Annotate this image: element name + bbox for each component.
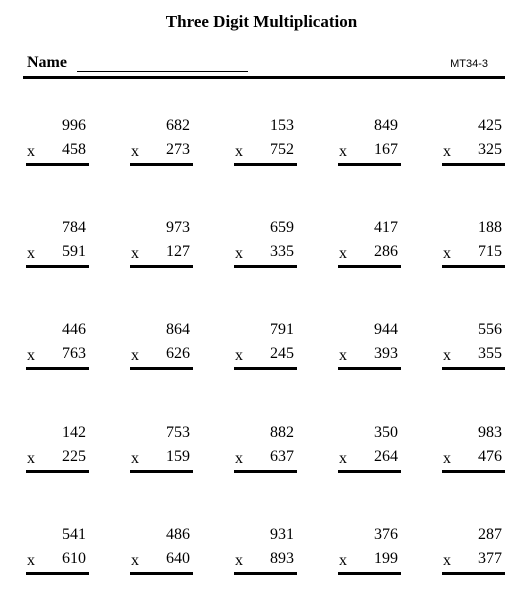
problem-r1-c5	[442, 117, 505, 177]
times-sign: x	[27, 143, 35, 160]
times-sign: x	[339, 245, 347, 262]
multiplier: 626	[166, 345, 190, 362]
answer-line	[234, 265, 297, 268]
answer-line	[26, 572, 89, 575]
multiplier: 893	[270, 550, 294, 567]
multiplier: 458	[62, 141, 86, 158]
worksheet-title: Three Digit Multiplication	[165, 12, 358, 31]
problem-r5-c4	[338, 526, 401, 586]
times-sign: x	[339, 450, 347, 467]
multiplicand: 791	[270, 321, 294, 338]
multiplier: 637	[270, 448, 294, 465]
multiplicand: 659	[270, 219, 294, 236]
problem-r3-c4	[338, 321, 401, 381]
problem-r2-c4	[338, 219, 401, 279]
multiplicand: 973	[166, 219, 190, 236]
times-sign: x	[235, 552, 243, 569]
answer-line	[338, 572, 401, 575]
multiplier: 225	[62, 448, 86, 465]
problem-r3-c3	[234, 321, 297, 381]
answer-line	[442, 367, 505, 370]
multiplicand: 682	[166, 117, 190, 134]
times-sign: x	[443, 143, 451, 160]
answer-line	[26, 470, 89, 473]
times-sign: x	[339, 347, 347, 364]
multiplier: 377	[478, 550, 502, 567]
times-sign: x	[131, 143, 139, 160]
problem-r5-c1	[26, 526, 89, 586]
problem-r5-c3	[234, 526, 297, 586]
multiplier: 245	[270, 345, 294, 362]
name-label: Name	[27, 54, 67, 71]
answer-line	[130, 572, 193, 575]
answer-line	[442, 572, 505, 575]
answer-line	[130, 470, 193, 473]
multiplicand: 142	[62, 424, 86, 441]
answer-line	[26, 367, 89, 370]
problem-r1-c1	[26, 117, 89, 177]
multiplier: 127	[166, 243, 190, 260]
problem-r2-c5	[442, 219, 505, 279]
multiplier: 264	[374, 448, 398, 465]
multiplier: 335	[270, 243, 294, 260]
answer-line	[338, 470, 401, 473]
times-sign: x	[131, 347, 139, 364]
multiplicand: 996	[62, 117, 86, 134]
times-sign: x	[27, 347, 35, 364]
multiplier: 640	[166, 550, 190, 567]
multiplicand: 944	[374, 321, 398, 338]
answer-line	[338, 265, 401, 268]
problem-r3-c1	[26, 321, 89, 381]
multiplier: 393	[374, 345, 398, 362]
problem-r5-c2	[130, 526, 193, 586]
multiplier: 610	[62, 550, 86, 567]
times-sign: x	[443, 552, 451, 569]
times-sign: x	[27, 450, 35, 467]
multiplicand: 753	[166, 424, 190, 441]
times-sign: x	[235, 347, 243, 364]
answer-line	[130, 367, 193, 370]
times-sign: x	[27, 245, 35, 262]
times-sign: x	[235, 245, 243, 262]
multiplier: 715	[478, 243, 502, 260]
multiplicand: 153	[270, 117, 294, 134]
answer-line	[234, 163, 297, 166]
problem-r4-c2	[130, 424, 193, 484]
answer-line	[442, 265, 505, 268]
multiplicand: 882	[270, 424, 294, 441]
times-sign: x	[443, 245, 451, 262]
multiplicand: 849	[374, 117, 398, 134]
multiplicand: 784	[62, 219, 86, 236]
times-sign: x	[339, 143, 347, 160]
multiplicand: 446	[62, 321, 86, 338]
multiplier: 199	[374, 550, 398, 567]
problem-r5-c5	[442, 526, 505, 586]
multiplicand: 541	[62, 526, 86, 543]
problem-r1-c2	[130, 117, 193, 177]
multiplicand: 983	[478, 424, 502, 441]
header-rule	[23, 76, 505, 79]
multiplicand: 425	[478, 117, 502, 134]
problem-r4-c4	[338, 424, 401, 484]
answer-line	[234, 572, 297, 575]
answer-line	[338, 367, 401, 370]
answer-line	[26, 163, 89, 166]
answer-line	[130, 163, 193, 166]
multiplier: 763	[62, 345, 86, 362]
multiplicand: 417	[374, 219, 398, 236]
multiplier: 591	[62, 243, 86, 260]
multiplicand: 864	[166, 321, 190, 338]
answer-line	[234, 367, 297, 370]
times-sign: x	[131, 450, 139, 467]
multiplier: 286	[374, 243, 398, 260]
problem-r2-c2	[130, 219, 193, 279]
multiplier: 476	[478, 448, 502, 465]
times-sign: x	[235, 143, 243, 160]
multiplier: 273	[166, 141, 190, 158]
answer-line	[26, 265, 89, 268]
problem-r1-c3	[234, 117, 297, 177]
multiplier: 167	[374, 141, 398, 158]
worksheet-code: MT34-3	[450, 58, 488, 70]
multiplier: 159	[166, 448, 190, 465]
multiplicand: 376	[374, 526, 398, 543]
answer-line	[234, 470, 297, 473]
answer-line	[442, 470, 505, 473]
problem-r4-c1	[26, 424, 89, 484]
multiplicand: 350	[374, 424, 398, 441]
multiplicand: 556	[478, 321, 502, 338]
problem-r2-c3	[234, 219, 297, 279]
multiplicand: 486	[166, 526, 190, 543]
multiplicand: 287	[478, 526, 502, 543]
problem-r4-c3	[234, 424, 297, 484]
problem-r1-c4	[338, 117, 401, 177]
multiplier: 752	[270, 141, 294, 158]
times-sign: x	[443, 347, 451, 364]
answer-line	[130, 265, 193, 268]
times-sign: x	[131, 245, 139, 262]
times-sign: x	[339, 552, 347, 569]
times-sign: x	[131, 552, 139, 569]
times-sign: x	[27, 552, 35, 569]
name-row	[27, 54, 505, 76]
problem-r4-c5	[442, 424, 505, 484]
times-sign: x	[443, 450, 451, 467]
multiplier: 355	[478, 345, 502, 362]
problem-r3-c2	[130, 321, 193, 381]
multiplicand: 188	[478, 219, 502, 236]
name-blank-line[interactable]	[77, 71, 248, 72]
multiplicand: 931	[270, 526, 294, 543]
answer-line	[442, 163, 505, 166]
problem-r3-c5	[442, 321, 505, 381]
times-sign: x	[235, 450, 243, 467]
multiplier: 325	[478, 141, 502, 158]
problem-r2-c1	[26, 219, 89, 279]
answer-line	[338, 163, 401, 166]
